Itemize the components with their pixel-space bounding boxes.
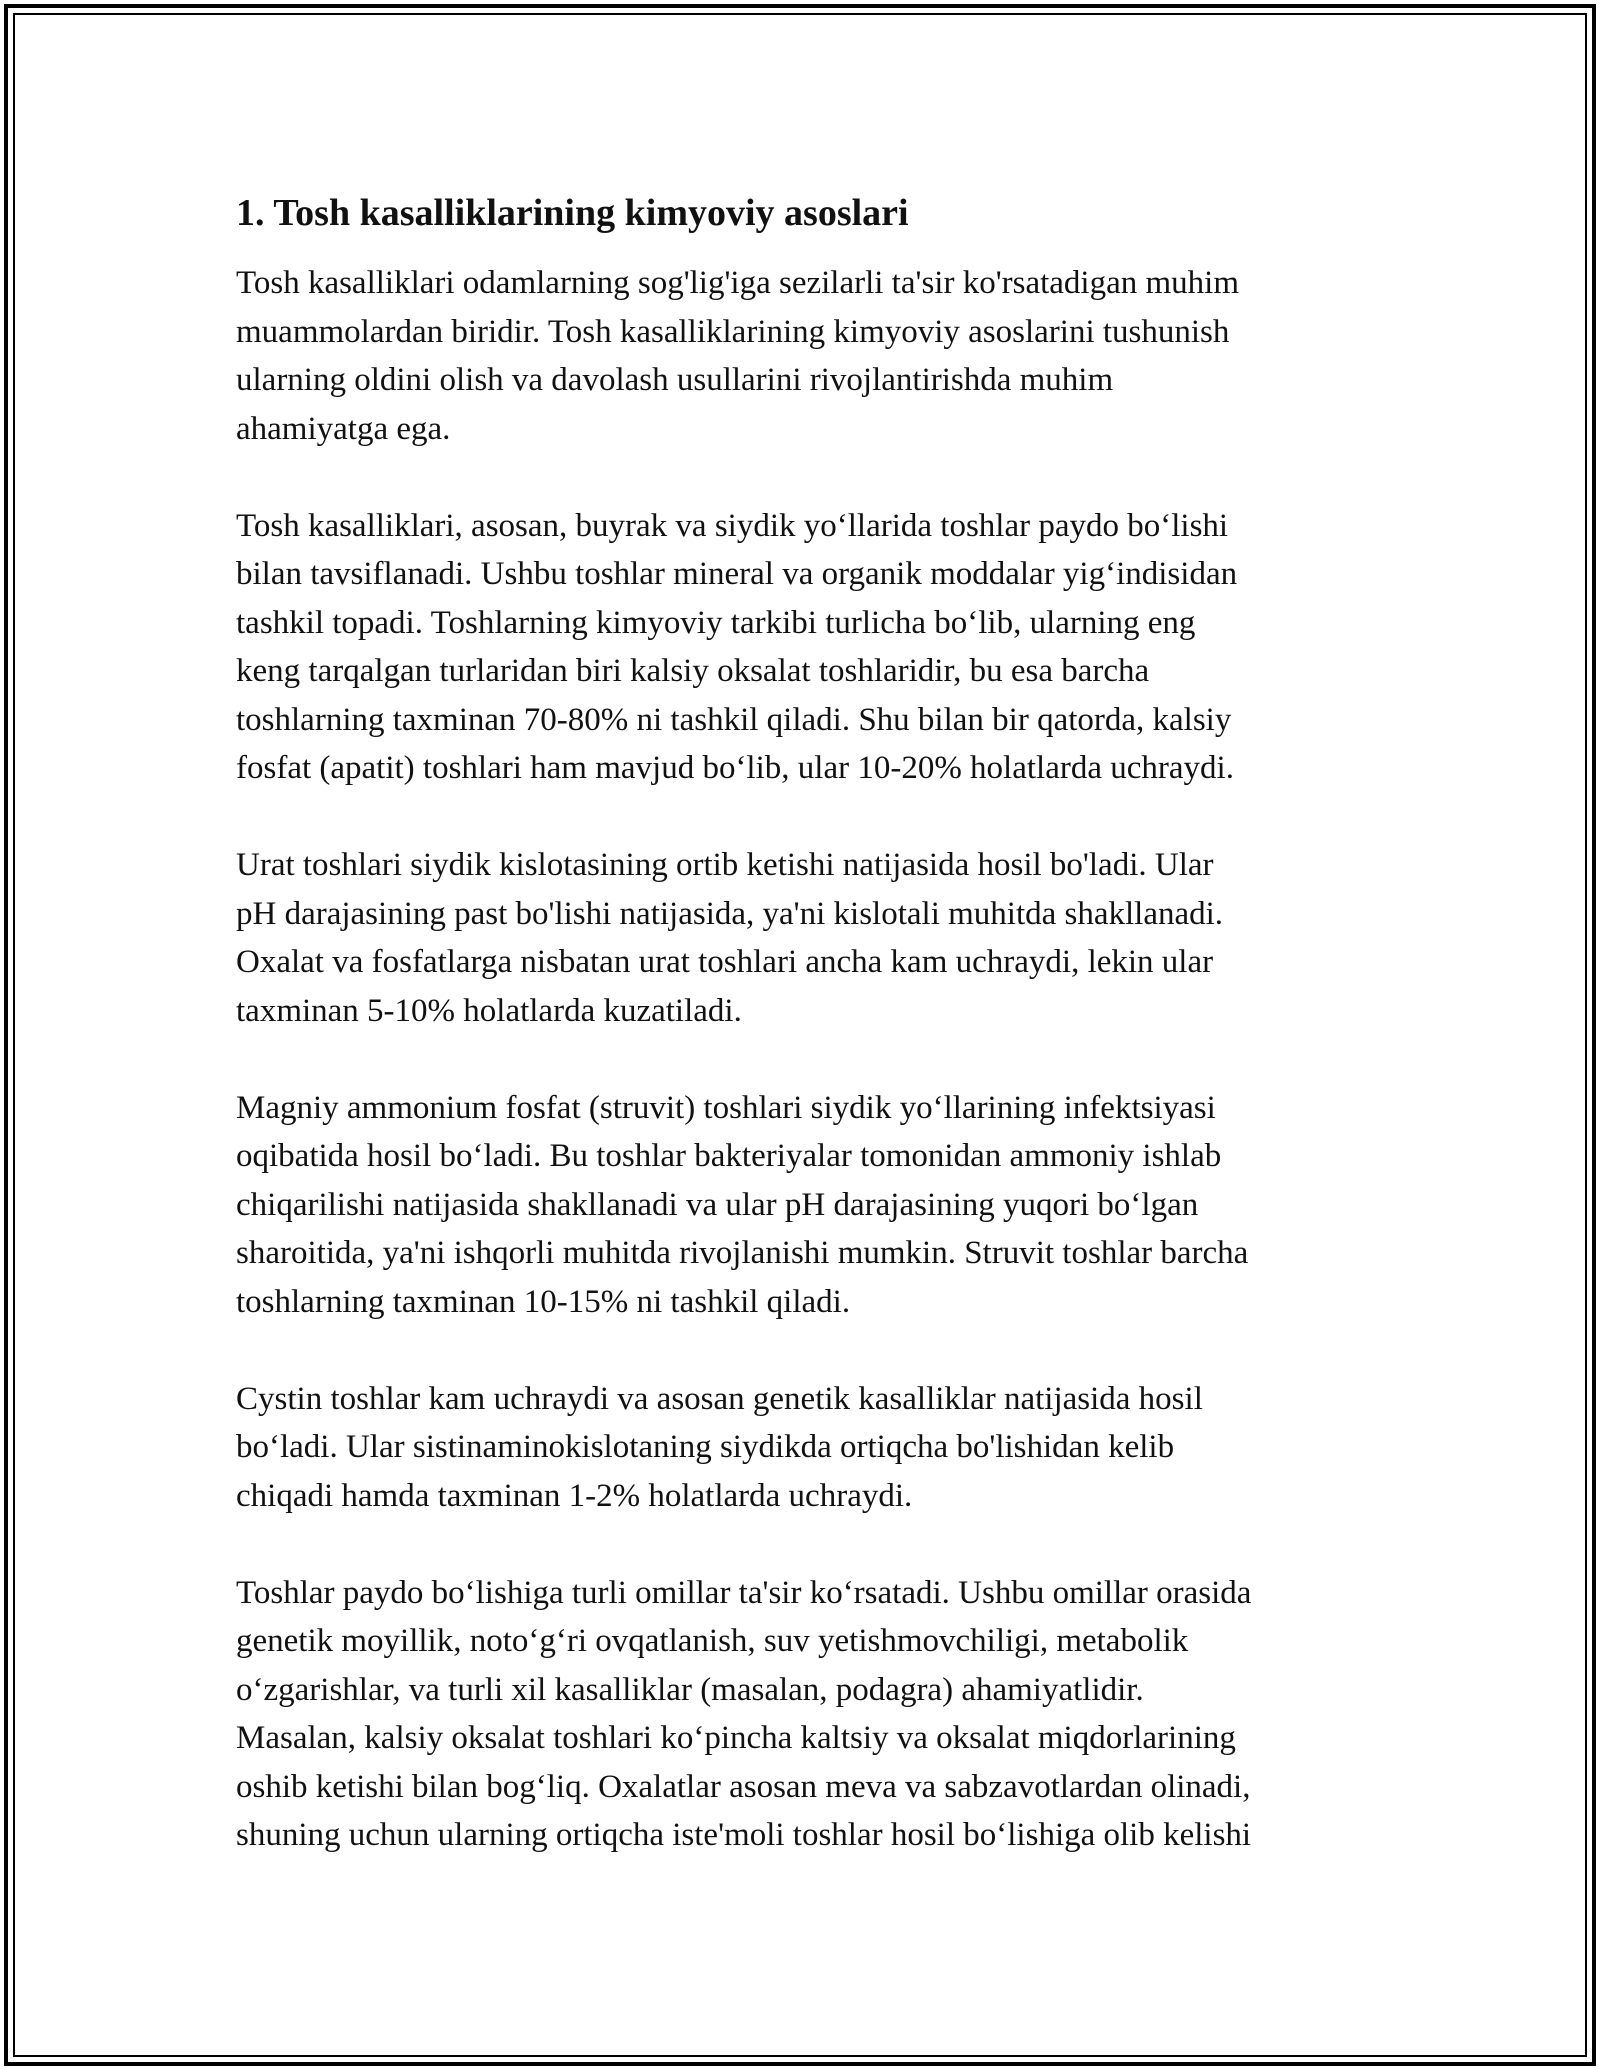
text-line: sharoitida, ya'ni ishqorli muhitda rivojlanishi mumkin. Struvit toshlar barcha (236, 1235, 1249, 1271)
text-line: ahamiyatga ega. (236, 410, 451, 447)
text-line: taxminan 5-10% holatlarda kuzatiladi. (236, 992, 742, 1029)
text-line: Masalan, kalsiy oksalat toshlari ko‘pincha kaltsiy va oksalat miqdorlarining (236, 1720, 1236, 1756)
paragraph-cystine-stones (236, 1375, 1386, 1521)
text-line: toshlarning taxminan 70-80% ni tashkil qiladi. Shu bilan bir qatorda, kalsiy (236, 701, 1232, 738)
text-line: Toshlar paydo bo‘lishiga turli omillar ta'sir ko‘rsatadi. Ushbu omillar orasida (236, 1574, 1252, 1611)
text-line: Magniy ammonium fosfat (struvit) toshlari siydik yo‘llarining infektsiyasi (236, 1089, 1216, 1126)
paragraph-urate-stones (236, 841, 1386, 1035)
paragraph-struvite-stones (236, 1084, 1386, 1327)
text-line: Cystin toshlar kam uchraydi va asosan genetik kasalliklar natijasida hosil (236, 1380, 1203, 1417)
text-line: chiqarilishi natijasida shakllanadi va ular pH darajasining yuqori bo‘lgan (236, 1186, 1199, 1223)
text-line: toshlarning taxminan 10-15% ni tashkil qiladi. (236, 1283, 851, 1320)
text-line: bilan tavsiflanadi. Ushbu toshlar mineral va organik moddalar yig‘indisidan (236, 556, 1238, 592)
text-line: Tosh kasalliklari, asosan, buyrak va siydik yo‘llarida toshlar paydo bo‘lishi (236, 507, 1229, 544)
text-line: fosfat (apatit) toshlari ham mavjud bo‘lib, ular 10-20% holatlarda uchraydi. (236, 750, 1234, 786)
paragraph-intro (236, 259, 1386, 453)
text-line: Oxalat va fosfatlarga nisbatan urat toshlari ancha kam uchraydi, lekin ular (236, 944, 1214, 980)
text-line: oshib ketishi bilan bog‘liq. Oxalatlar asosan meva va sabzavotlardan olinadi, (236, 1768, 1251, 1805)
section-title: 1. Tosh kasalliklarining kimyoviy asoslari (236, 192, 909, 234)
text-line: tashkil topadi. Toshlarning kimyoviy tarkibi turlicha bo‘lib, ularning eng (236, 604, 1196, 641)
text-line: oqibatida hosil bo‘ladi. Bu toshlar bakteriyalar tomonidan ammoniy ishlab (236, 1138, 1222, 1174)
text-line: muammolardan biridir. Tosh kasalliklarining kimyoviy asoslarini tushunish (236, 313, 1230, 350)
text-line: Urat toshlari siydik kislotasining ortib ketishi natijasida hosil bo'ladi. Ular (236, 847, 1214, 883)
document-body (236, 185, 1386, 1908)
text-line: bo‘ladi. Ular sistinaminokislotaning siydikda ortiqcha bo'lishidan kelib (236, 1429, 1175, 1465)
text-line: o‘zgarishlar, va turli xil kasalliklar (masalan, podagra) ahamiyatlidir. (236, 1671, 1144, 1708)
text-line: pH darajasining past bo'lishi natijasida, ya'ni kislotali muhitda shakllanadi. (236, 895, 1224, 932)
text-line: chiqadi hamda taxminan 1-2% holatlarda uchraydi. (236, 1477, 913, 1514)
text-line: Tosh kasalliklari odamlarning sog'lig'iga sezilarli ta'sir ko'rsatadigan muhim (236, 265, 1240, 301)
text-line: ularning oldini olish va davolash usullarini rivojlantirishda muhim (236, 362, 1114, 398)
text-line: genetik moyillik, noto‘g‘ri ovqatlanish, suv yetishmovchiligi, metabolik (236, 1623, 1189, 1659)
text-line: keng tarqalgan turlaridan biri kalsiy oksalat toshlaridir, bu esa barcha (236, 653, 1150, 689)
text-line: shuning uchun ularning ortiqcha iste'moli toshlar hosil bo‘lishiga olib kelishi (236, 1817, 1252, 1853)
paragraph-calcium-stones (236, 502, 1386, 793)
paragraph-risk-factors (236, 1569, 1386, 1860)
